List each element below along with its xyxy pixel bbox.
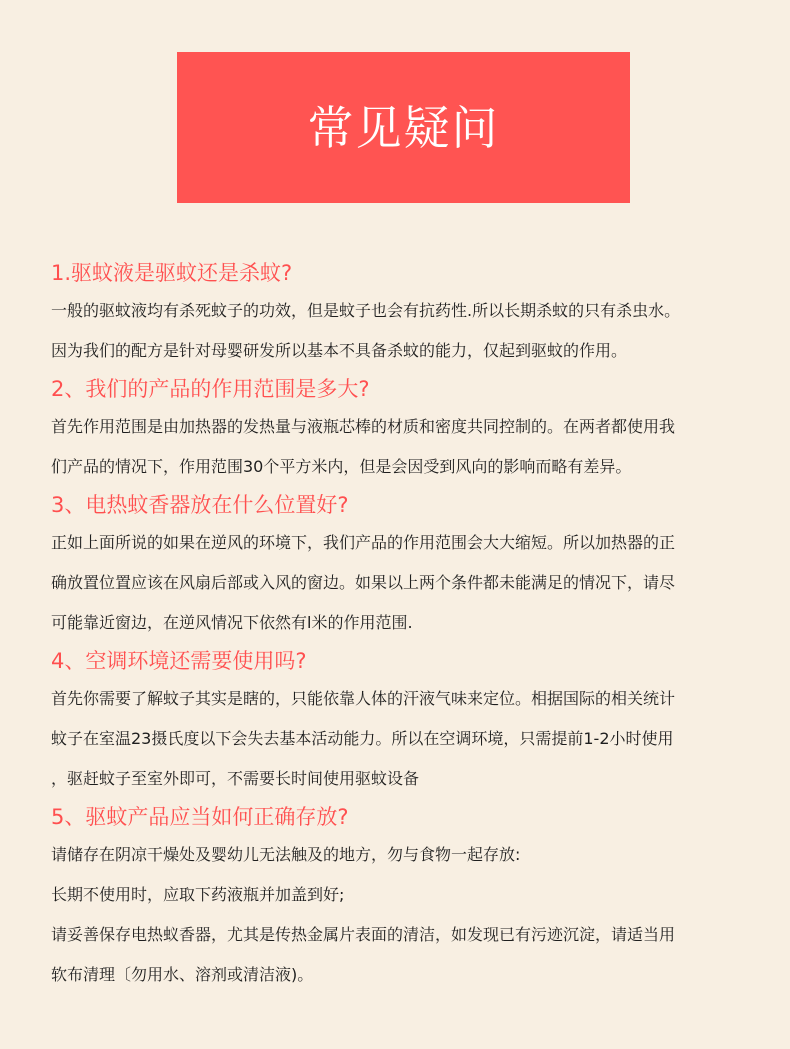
faq-question: 3、电热蚊香器放在什么位置好?: [51, 493, 349, 517]
faq-answer-line: 首先你需要了解蚊子其实是瞎的，只能依靠人体的汗液气味来定位。相据国际的相关统计: [51, 689, 676, 708]
faq-list: [51, 255, 761, 995]
faq-answer-line: 请妥善保存电热蚁香器，尤其是传热金属片表面的清洁，如发现已有污迹沉淀，请适当用: [51, 925, 676, 944]
faq-answer-line: 请储存在阴凉干燥处及婴幼儿无法触及的地方，勿与食物一起存放:: [51, 845, 521, 864]
faq-answer-line: 们产品的情况下，作用范围30个平方米内，但是会因受到风向的影响而略有差异。: [51, 457, 632, 476]
faq-answer-line: 长期不使用时，应取下药液瓶并加盖到好;: [51, 885, 345, 904]
faq-item: [51, 371, 761, 487]
faq-item: [51, 643, 761, 799]
faq-item: [51, 255, 761, 371]
faq-question: 2、我们的产品的作用范围是多大?: [51, 377, 370, 401]
faq-answer-line: 因为我们的配方是针对母婴研发所以基本不具备杀蚊的能力，仅起到驱蚊的作用。: [51, 341, 628, 360]
page-title: 常见疑问: [307, 100, 500, 155]
faq-answer-line: 可能靠近窗边，在逆风情况下依然有l米的作用范围.: [51, 613, 413, 632]
faq-answer-line: 一般的驱蚊液均有杀死蚊子的功效，但是蚊子也会有抗药性.所以长期杀蚊的只有杀虫水。: [51, 301, 681, 320]
faq-answer-line: 软布清理〔勿用水、溶剂或清洁液)。: [51, 965, 314, 984]
faq-question: 4、空调环境还需要使用吗?: [51, 649, 307, 673]
faq-answer-line: 正如上面所说的如果在逆风的环境下，我们产品的作用范围会大大缩短。所以加热器的正: [51, 533, 676, 552]
faq-banner: [177, 52, 630, 203]
faq-answer-line: 确放置位置应该在风扇后部或入风的窗边。如果以上两个条件都未能满足的情况下，请尽: [51, 573, 676, 592]
faq-question: 5、驱蚊产品应当如何正确存放?: [51, 805, 349, 829]
faq-answer-line: ，驱赶蚊子至室外即可，不需要长时间使用驱蚊设备: [51, 769, 420, 788]
faq-answer-line: 首先作用范围是由加热器的发热量与液瓶芯棒的材质和密度共同控制的。在两者都使用我: [51, 417, 676, 436]
faq-item: [51, 487, 761, 643]
faq-item: [51, 799, 761, 995]
faq-question: 1.驱蚊液是驱蚊还是杀蚊?: [51, 261, 293, 285]
faq-answer-line: 蚊子在室温23摄氏度以下会失去基本活动能力。所以在空调环境，只需提前1-2小时使用: [51, 729, 674, 748]
